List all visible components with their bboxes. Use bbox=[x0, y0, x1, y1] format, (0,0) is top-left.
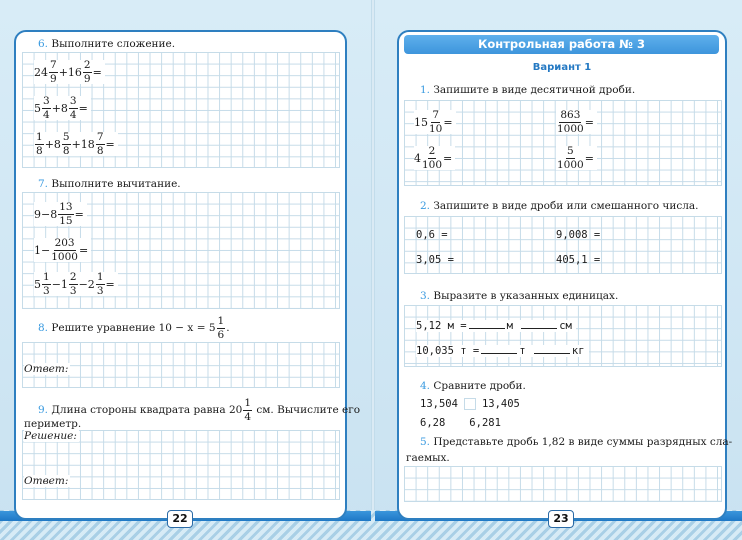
compare-left: 6,28 bbox=[420, 417, 446, 429]
fraction bbox=[557, 146, 584, 170]
task-4-pair-1 bbox=[420, 398, 520, 410]
compare-right: 13,405 bbox=[481, 398, 520, 410]
fraction bbox=[243, 398, 252, 422]
denominator: 3 bbox=[43, 284, 50, 297]
numerator: 13 bbox=[59, 201, 73, 213]
page-number-left: 22 bbox=[167, 510, 193, 528]
fraction bbox=[49, 60, 58, 84]
task-number: 8. bbox=[38, 322, 49, 334]
task-number: 2. bbox=[420, 200, 431, 212]
task-6-expr-2 bbox=[34, 96, 91, 120]
fraction bbox=[62, 132, 71, 156]
blank-input[interactable] bbox=[534, 345, 570, 354]
denominator: 4 bbox=[43, 108, 50, 121]
task-2-item-2: 9,008 = bbox=[556, 229, 601, 241]
numerator: 1 bbox=[43, 271, 50, 283]
task-5-line-2: гаемых. bbox=[406, 452, 450, 464]
task-1-heading bbox=[420, 84, 635, 96]
task-text: Длина стороны квадрата равна 20 bbox=[48, 404, 243, 416]
task-text: Выполните вычитание. bbox=[48, 178, 181, 190]
expr-text: = bbox=[74, 207, 84, 221]
task-9-solution-label: Решение: bbox=[24, 430, 77, 442]
numerator: 1 bbox=[244, 397, 252, 409]
denominator: 3 bbox=[69, 284, 77, 297]
blank-input[interactable] bbox=[521, 320, 557, 329]
fraction bbox=[557, 110, 584, 134]
numerator: 7 bbox=[50, 59, 57, 71]
numerator: 1 bbox=[217, 315, 225, 327]
expr-text: 5 bbox=[34, 101, 41, 115]
unit-label: м bbox=[506, 320, 513, 332]
task-7-heading bbox=[38, 178, 181, 190]
variant-heading: Вариант 1 bbox=[532, 62, 592, 73]
denominator: 8 bbox=[36, 144, 43, 157]
conversion-lhs: 10,035 т = bbox=[416, 345, 480, 357]
task-8-answer-label: Ответ: bbox=[24, 363, 69, 375]
numerator: 2 bbox=[83, 59, 91, 71]
expr-text: +8 bbox=[44, 137, 61, 151]
fraction bbox=[69, 272, 78, 296]
task-2-item-4: 405,1 = bbox=[556, 254, 601, 266]
denominator: 1000 bbox=[51, 250, 78, 263]
unit-label: т bbox=[519, 345, 526, 357]
expr-text: +16 bbox=[58, 65, 82, 79]
task-number: 3. bbox=[420, 290, 431, 302]
expr-text: 1− bbox=[34, 243, 51, 257]
task-text: Выполните сложение. bbox=[48, 38, 176, 50]
denominator: 15 bbox=[59, 214, 73, 227]
compare-sign-box[interactable] bbox=[464, 398, 476, 410]
expr-text: +18 bbox=[71, 137, 95, 151]
denominator: 3 bbox=[96, 284, 104, 297]
task-8-heading bbox=[38, 316, 230, 340]
expr-text: = bbox=[105, 277, 115, 291]
numerator: 863 bbox=[560, 109, 581, 121]
fraction bbox=[83, 60, 92, 84]
task-1-expr-4 bbox=[556, 146, 597, 170]
expr-text: = bbox=[584, 151, 594, 165]
fraction bbox=[42, 96, 51, 120]
task-9-heading bbox=[38, 398, 360, 422]
unit-label: см bbox=[559, 320, 572, 332]
expr-text: 4 bbox=[414, 151, 421, 165]
task-text: Запишите в виде дроби или смешанного числа. bbox=[430, 200, 699, 212]
task-6-expr-1 bbox=[34, 60, 105, 84]
task-number: 7. bbox=[38, 178, 49, 190]
fraction bbox=[69, 96, 78, 120]
fraction bbox=[96, 132, 105, 156]
denominator: 8 bbox=[96, 144, 104, 157]
numerator: 3 bbox=[43, 95, 50, 107]
task-number: 4. bbox=[420, 380, 431, 392]
numerator: 5 bbox=[62, 131, 70, 143]
unit-label: кг bbox=[571, 345, 585, 357]
expr-text: −1 bbox=[51, 277, 68, 291]
expr-text: = bbox=[78, 101, 88, 115]
numerator: 3 bbox=[69, 95, 77, 107]
fraction bbox=[429, 110, 442, 134]
task-5-answer-grid[interactable] bbox=[404, 466, 722, 502]
denominator: 8 bbox=[62, 144, 70, 157]
task-6-heading bbox=[38, 38, 175, 50]
task-3-row-1 bbox=[416, 320, 576, 332]
expr-text: 9−8 bbox=[34, 207, 58, 221]
book-spine bbox=[371, 0, 375, 540]
denominator: 1000 bbox=[557, 122, 584, 135]
expr-text: = bbox=[78, 243, 89, 257]
numerator: 5 bbox=[567, 145, 574, 157]
compare-left: 13,504 bbox=[420, 398, 458, 410]
task-9-answer-label: Ответ: bbox=[24, 475, 69, 487]
numerator: 1 bbox=[36, 131, 43, 143]
expr-text: 5 bbox=[34, 277, 41, 291]
numerator: 7 bbox=[432, 109, 440, 121]
numerator: 203 bbox=[54, 237, 75, 249]
expr-text: = bbox=[443, 151, 453, 165]
denominator: 100 bbox=[422, 158, 443, 171]
expr-text: 24 bbox=[34, 65, 48, 79]
denominator: 9 bbox=[50, 72, 57, 85]
fraction bbox=[58, 202, 73, 226]
task-1-expr-2 bbox=[556, 110, 597, 134]
task-7-expr-3 bbox=[34, 272, 118, 296]
task-number: 6. bbox=[38, 38, 49, 50]
blank-input[interactable] bbox=[469, 320, 505, 329]
task-number: 5. bbox=[420, 436, 431, 448]
task-text: см. Вычислите его bbox=[253, 404, 361, 416]
fraction bbox=[35, 132, 44, 156]
numerator: 1 bbox=[96, 271, 104, 283]
task-text: Запишите в виде десятичной дроби. bbox=[430, 84, 636, 96]
expr-text: 15 bbox=[414, 115, 428, 129]
task-text: Сравните дроби. bbox=[430, 380, 526, 392]
task-2-item-3: 3,05 = bbox=[416, 254, 454, 266]
task-text: Выразите в указанных единицах. bbox=[430, 290, 619, 302]
denominator: 6 bbox=[217, 328, 225, 341]
task-text: . bbox=[226, 322, 230, 334]
numerator: 7 bbox=[96, 131, 104, 143]
task-6-expr-3 bbox=[34, 132, 118, 156]
expr-text: = bbox=[92, 65, 102, 79]
expr-text: −2 bbox=[78, 277, 95, 291]
conversion-lhs: 5,12 м = bbox=[416, 320, 467, 332]
fraction bbox=[42, 272, 51, 296]
test-title: Контрольная работа № 3 bbox=[404, 35, 719, 54]
task-3-answer-grid bbox=[404, 305, 722, 367]
task-1-expr-1 bbox=[414, 110, 456, 134]
compare-right: 6,281 bbox=[469, 417, 501, 429]
fraction bbox=[217, 316, 226, 340]
blank-input[interactable] bbox=[481, 345, 517, 354]
task-3-row-2 bbox=[416, 345, 589, 357]
task-9-line-2: периметр. bbox=[24, 418, 82, 430]
denominator: 4 bbox=[69, 108, 77, 121]
task-4-pair-2 bbox=[420, 417, 501, 429]
fraction bbox=[422, 146, 442, 170]
denominator: 4 bbox=[244, 410, 252, 423]
task-5-heading bbox=[420, 436, 732, 448]
compare-sign-box[interactable] bbox=[451, 417, 463, 429]
fraction bbox=[51, 238, 78, 262]
expr-text: = bbox=[105, 137, 115, 151]
task-4-heading bbox=[420, 380, 526, 392]
task-number: 1. bbox=[420, 84, 431, 96]
denominator: 10 bbox=[429, 122, 443, 135]
numerator: 2 bbox=[69, 271, 77, 283]
task-text: Представьте дробь 1,82 в виде суммы разрядных сла- bbox=[430, 436, 733, 448]
expr-text: +8 bbox=[51, 101, 68, 115]
task-7-expr-1 bbox=[34, 202, 87, 226]
task-number: 9. bbox=[38, 404, 49, 416]
task-7-expr-2 bbox=[34, 238, 91, 262]
task-1-expr-3 bbox=[414, 146, 455, 170]
expr-text: = bbox=[584, 115, 594, 129]
denominator: 9 bbox=[83, 72, 91, 85]
fraction bbox=[96, 272, 105, 296]
expr-text: = bbox=[443, 115, 453, 129]
task-3-heading bbox=[420, 290, 618, 302]
task-2-item-1: 0,6 = bbox=[416, 229, 448, 241]
page-number-right: 23 bbox=[548, 510, 574, 528]
task-text: Решите уравнение 10 − x = 5 bbox=[48, 322, 216, 334]
task-2-heading bbox=[420, 200, 698, 212]
numerator: 2 bbox=[428, 145, 436, 157]
denominator: 1000 bbox=[557, 158, 584, 171]
